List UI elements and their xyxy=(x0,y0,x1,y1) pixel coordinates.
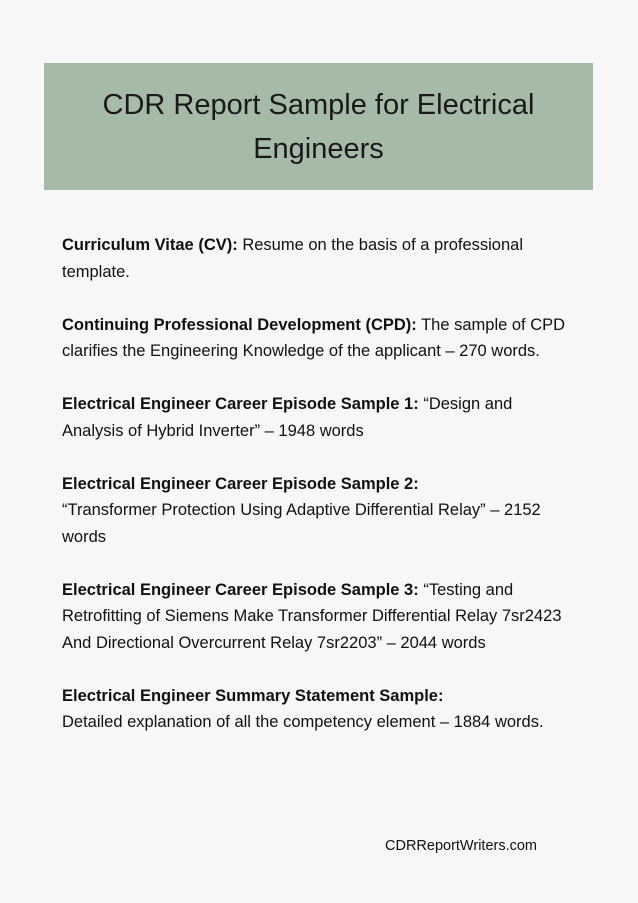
entry-label: Electrical Engineer Career Episode Sample 1: xyxy=(62,395,419,413)
entry-summary-statement xyxy=(62,683,572,736)
entry-text: The sample of CPD clarifies the Engineering Knowledge of the applicant – 270 words. xyxy=(62,315,566,360)
document-body xyxy=(62,232,572,762)
entry-label: Continuing Professional Development (CPD): xyxy=(62,315,417,334)
entry-label: Electrical Engineer Career Episode Sample 2: xyxy=(62,474,419,493)
entry-label: Curriculum Vitae (CV): xyxy=(62,236,238,254)
entry-career-episode-1 xyxy=(62,391,572,444)
entry-text: “Transformer Protection Using Adaptive Differential Relay” – 2152 words xyxy=(62,501,541,546)
title-banner xyxy=(44,63,593,190)
page-title: CDR Report Sample for Electrical Engineers xyxy=(102,88,535,165)
entry-label: Electrical Engineer Career Episode Sample 3: xyxy=(62,580,419,599)
entry-career-episode-2 xyxy=(62,471,572,551)
entry-cpd xyxy=(62,312,572,365)
footer-website: CDRReportWriters.com xyxy=(385,838,538,854)
entry-career-episode-3 xyxy=(62,577,572,657)
entry-text: Resume on the basis of a professional template. xyxy=(62,236,523,281)
entry-text: “Design and Analysis of Hybrid Inverter” – 1948 words xyxy=(62,395,513,440)
entry-cv xyxy=(62,232,572,285)
entry-text: “Testing and Retrofitting of Siemens Make Transformer Differential Relay 7sr2423 And Directional Overcurrent Relay 7sr2203” – 2044 words xyxy=(62,580,562,652)
entry-text: Detailed explanation of all the competency element – 1884 words. xyxy=(62,713,544,731)
entry-label: Electrical Engineer Summary Statement Sample: xyxy=(62,686,444,705)
